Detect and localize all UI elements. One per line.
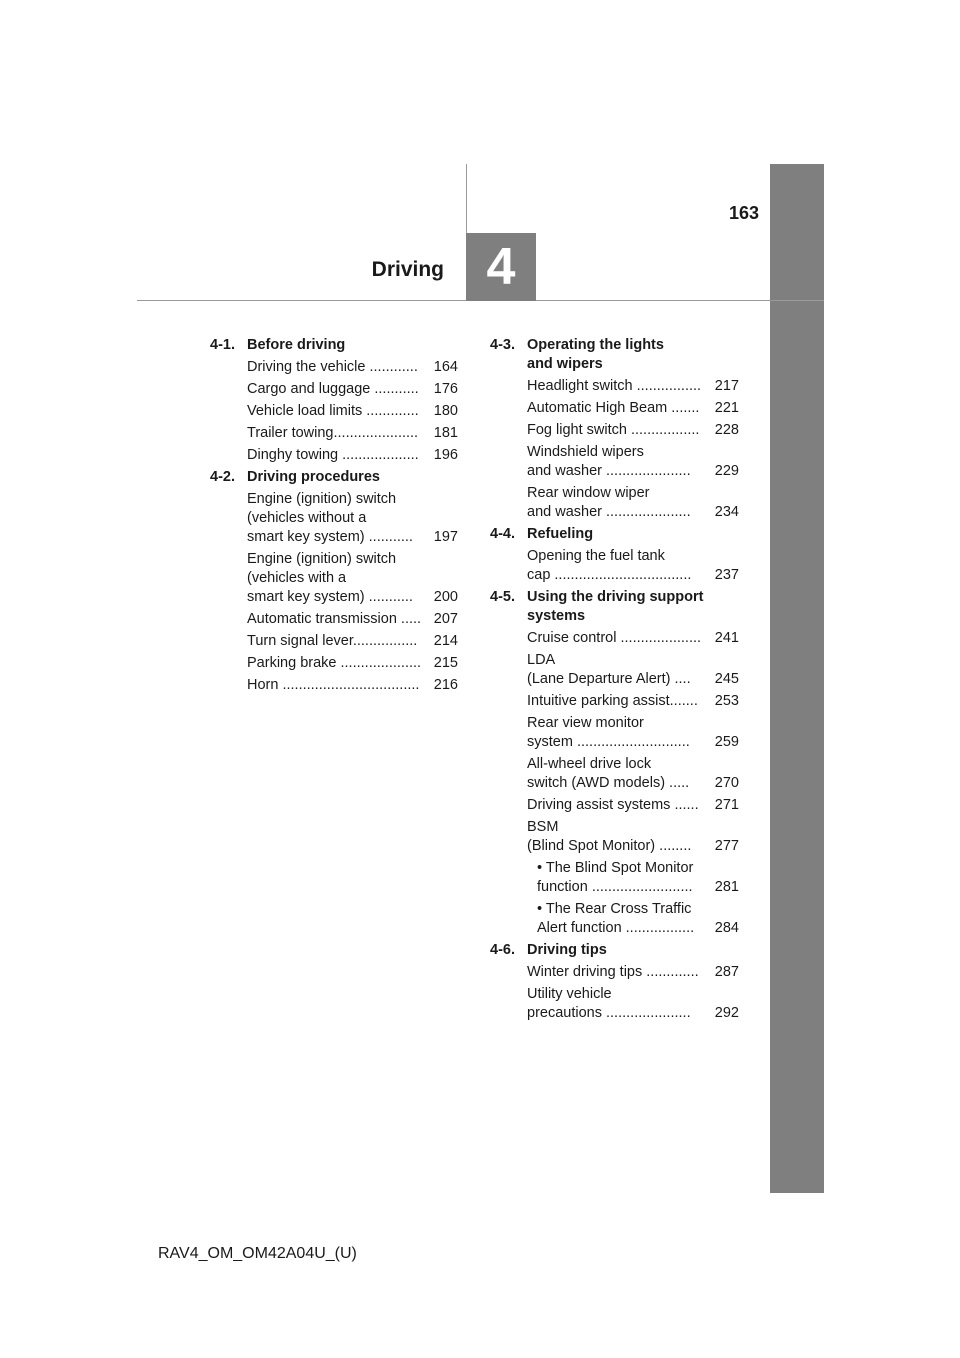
entry-page: 164	[433, 359, 458, 375]
toc-section[interactable]	[490, 588, 739, 626]
toc-column-right	[490, 334, 739, 1026]
section-title: Using the driving support systems	[527, 589, 704, 624]
entry-page: 176	[433, 381, 458, 397]
entry-page: 287	[714, 964, 739, 980]
toc-entry[interactable]	[247, 632, 458, 651]
section-title: Refueling	[527, 526, 594, 542]
entry-title: Engine (ignition) switch (vehicles without a smart key system) ...........	[247, 491, 413, 545]
section-number: 4-3.	[490, 337, 515, 353]
entry-title: Headlight switch ................	[527, 378, 702, 394]
entry-page: 284	[714, 920, 739, 936]
toc-entry[interactable]	[247, 446, 458, 465]
chapter-title: Driving	[371, 258, 444, 281]
section-number: 4-4.	[490, 526, 515, 542]
entry-title: • The Blind Spot Monitor function .........................	[537, 860, 694, 895]
section-number: 4-6.	[490, 942, 515, 958]
toc-entry[interactable]	[247, 402, 458, 421]
entry-title: Driving the vehicle ............	[247, 359, 418, 375]
toc-entry[interactable]	[247, 654, 458, 673]
entry-page: 196	[433, 447, 458, 463]
entry-page: 216	[433, 677, 458, 693]
entry-page: 253	[714, 693, 739, 709]
entry-title: Trailer towing.....................	[247, 425, 419, 441]
entry-title: Cargo and luggage ...........	[247, 381, 419, 397]
toc-entry[interactable]	[527, 692, 739, 711]
entry-title: Dinghy towing ...................	[247, 447, 419, 463]
toc-entry[interactable]	[247, 424, 458, 443]
toc-entry[interactable]	[527, 629, 739, 648]
entry-title: Driving assist systems ......	[527, 797, 699, 813]
toc-section[interactable]	[490, 336, 739, 374]
section-number: 4-5.	[490, 589, 515, 605]
entry-title: Utility vehicle precautions .....................	[527, 986, 691, 1021]
entry-page: 221	[714, 400, 739, 416]
toc-entry[interactable]	[527, 421, 739, 440]
entry-page: 181	[433, 425, 458, 441]
entry-page: 241	[714, 630, 739, 646]
entry-page: 292	[714, 1005, 739, 1021]
entry-title: Cruise control ....................	[527, 630, 702, 646]
toc-section[interactable]	[490, 941, 739, 960]
document-id: RAV4_OM_OM42A04U_(U)	[158, 1245, 357, 1262]
entry-title: Fog light switch .................	[527, 422, 700, 438]
entry-title: Parking brake ....................	[247, 655, 422, 671]
toc-section[interactable]	[210, 336, 458, 355]
entry-title: Horn ..................................	[247, 677, 420, 693]
entry-page: 234	[714, 504, 739, 520]
entry-title: • The Rear Cross Traffic Alert function .................	[537, 901, 695, 936]
entry-title: Rear window wiper and washer .....................	[527, 485, 691, 520]
section-title: Operating the lights and wipers	[527, 337, 664, 372]
toc-sub-entry[interactable]	[537, 859, 739, 897]
entry-title: Turn signal lever................	[247, 633, 418, 649]
entry-title: Rear view monitor system ............................	[527, 715, 690, 750]
toc-entry[interactable]	[527, 818, 739, 856]
toc-entry[interactable]	[527, 547, 739, 585]
toc-entry[interactable]	[527, 985, 739, 1023]
entry-page: 259	[714, 734, 739, 750]
section-title: Before driving	[247, 337, 346, 353]
section-number: 4-2.	[210, 469, 235, 485]
chapter-side-tab	[770, 164, 824, 1193]
entry-page: 207	[433, 611, 458, 627]
entry-title: Intuitive parking assist.......	[527, 693, 698, 709]
entry-page: 200	[433, 589, 458, 605]
entry-title: Winter driving tips .............	[527, 964, 699, 980]
toc-entry[interactable]	[527, 651, 739, 689]
toc-entry[interactable]	[527, 755, 739, 793]
entry-title: All-wheel drive lock switch (AWD models) .....	[527, 756, 690, 791]
entry-page: 237	[714, 567, 739, 583]
entry-page: 217	[714, 378, 739, 394]
entry-page: 215	[433, 655, 458, 671]
section-title: Driving tips	[527, 942, 607, 958]
section-number: 4-1.	[210, 337, 235, 353]
toc-section[interactable]	[490, 525, 739, 544]
entry-title: Automatic High Beam .......	[527, 400, 700, 416]
header-divider-vertical	[466, 164, 467, 234]
toc-column-left	[210, 334, 458, 698]
toc-section[interactable]	[210, 468, 458, 487]
section-title: Driving procedures	[247, 469, 380, 485]
entry-page: 197	[433, 529, 458, 545]
entry-page: 229	[714, 463, 739, 479]
toc-entry[interactable]	[247, 358, 458, 377]
toc-entry[interactable]	[527, 714, 739, 752]
entry-page: 228	[714, 422, 739, 438]
toc-entry[interactable]	[527, 484, 739, 522]
chapter-number: 4	[486, 238, 516, 296]
entry-title: Windshield wipers and washer .....................	[527, 444, 691, 479]
entry-page: 270	[714, 775, 739, 791]
entry-title: LDA (Lane Departure Alert) ....	[527, 652, 691, 687]
toc-entry[interactable]	[527, 963, 739, 982]
toc-entry[interactable]	[247, 676, 458, 695]
entry-title: Engine (ignition) switch (vehicles with a smart key system) ...........	[247, 551, 413, 605]
entry-page: 271	[714, 797, 739, 813]
entry-page: 245	[714, 671, 739, 687]
entry-page: 214	[433, 633, 458, 649]
entry-title: Automatic transmission .....	[247, 611, 422, 627]
toc-entry[interactable]	[247, 610, 458, 629]
toc-entry[interactable]	[247, 490, 458, 547]
entry-title: Opening the fuel tank cap ..................................	[527, 548, 692, 583]
page-number: 163	[728, 203, 759, 223]
toc-entry[interactable]	[527, 443, 739, 481]
entry-page: 277	[714, 838, 739, 854]
toc-entry[interactable]	[527, 796, 739, 815]
toc-entry[interactable]	[527, 377, 739, 396]
entry-page: 281	[714, 879, 739, 895]
toc-entry[interactable]	[247, 550, 458, 607]
toc-entry[interactable]	[527, 399, 739, 418]
entry-title: BSM (Blind Spot Monitor) ........	[527, 819, 692, 854]
toc-sub-entry[interactable]	[537, 900, 739, 938]
toc-entry[interactable]	[247, 380, 458, 399]
entry-title: Vehicle load limits .............	[247, 403, 419, 419]
entry-page: 180	[433, 403, 458, 419]
chapter-number-box	[466, 233, 536, 301]
